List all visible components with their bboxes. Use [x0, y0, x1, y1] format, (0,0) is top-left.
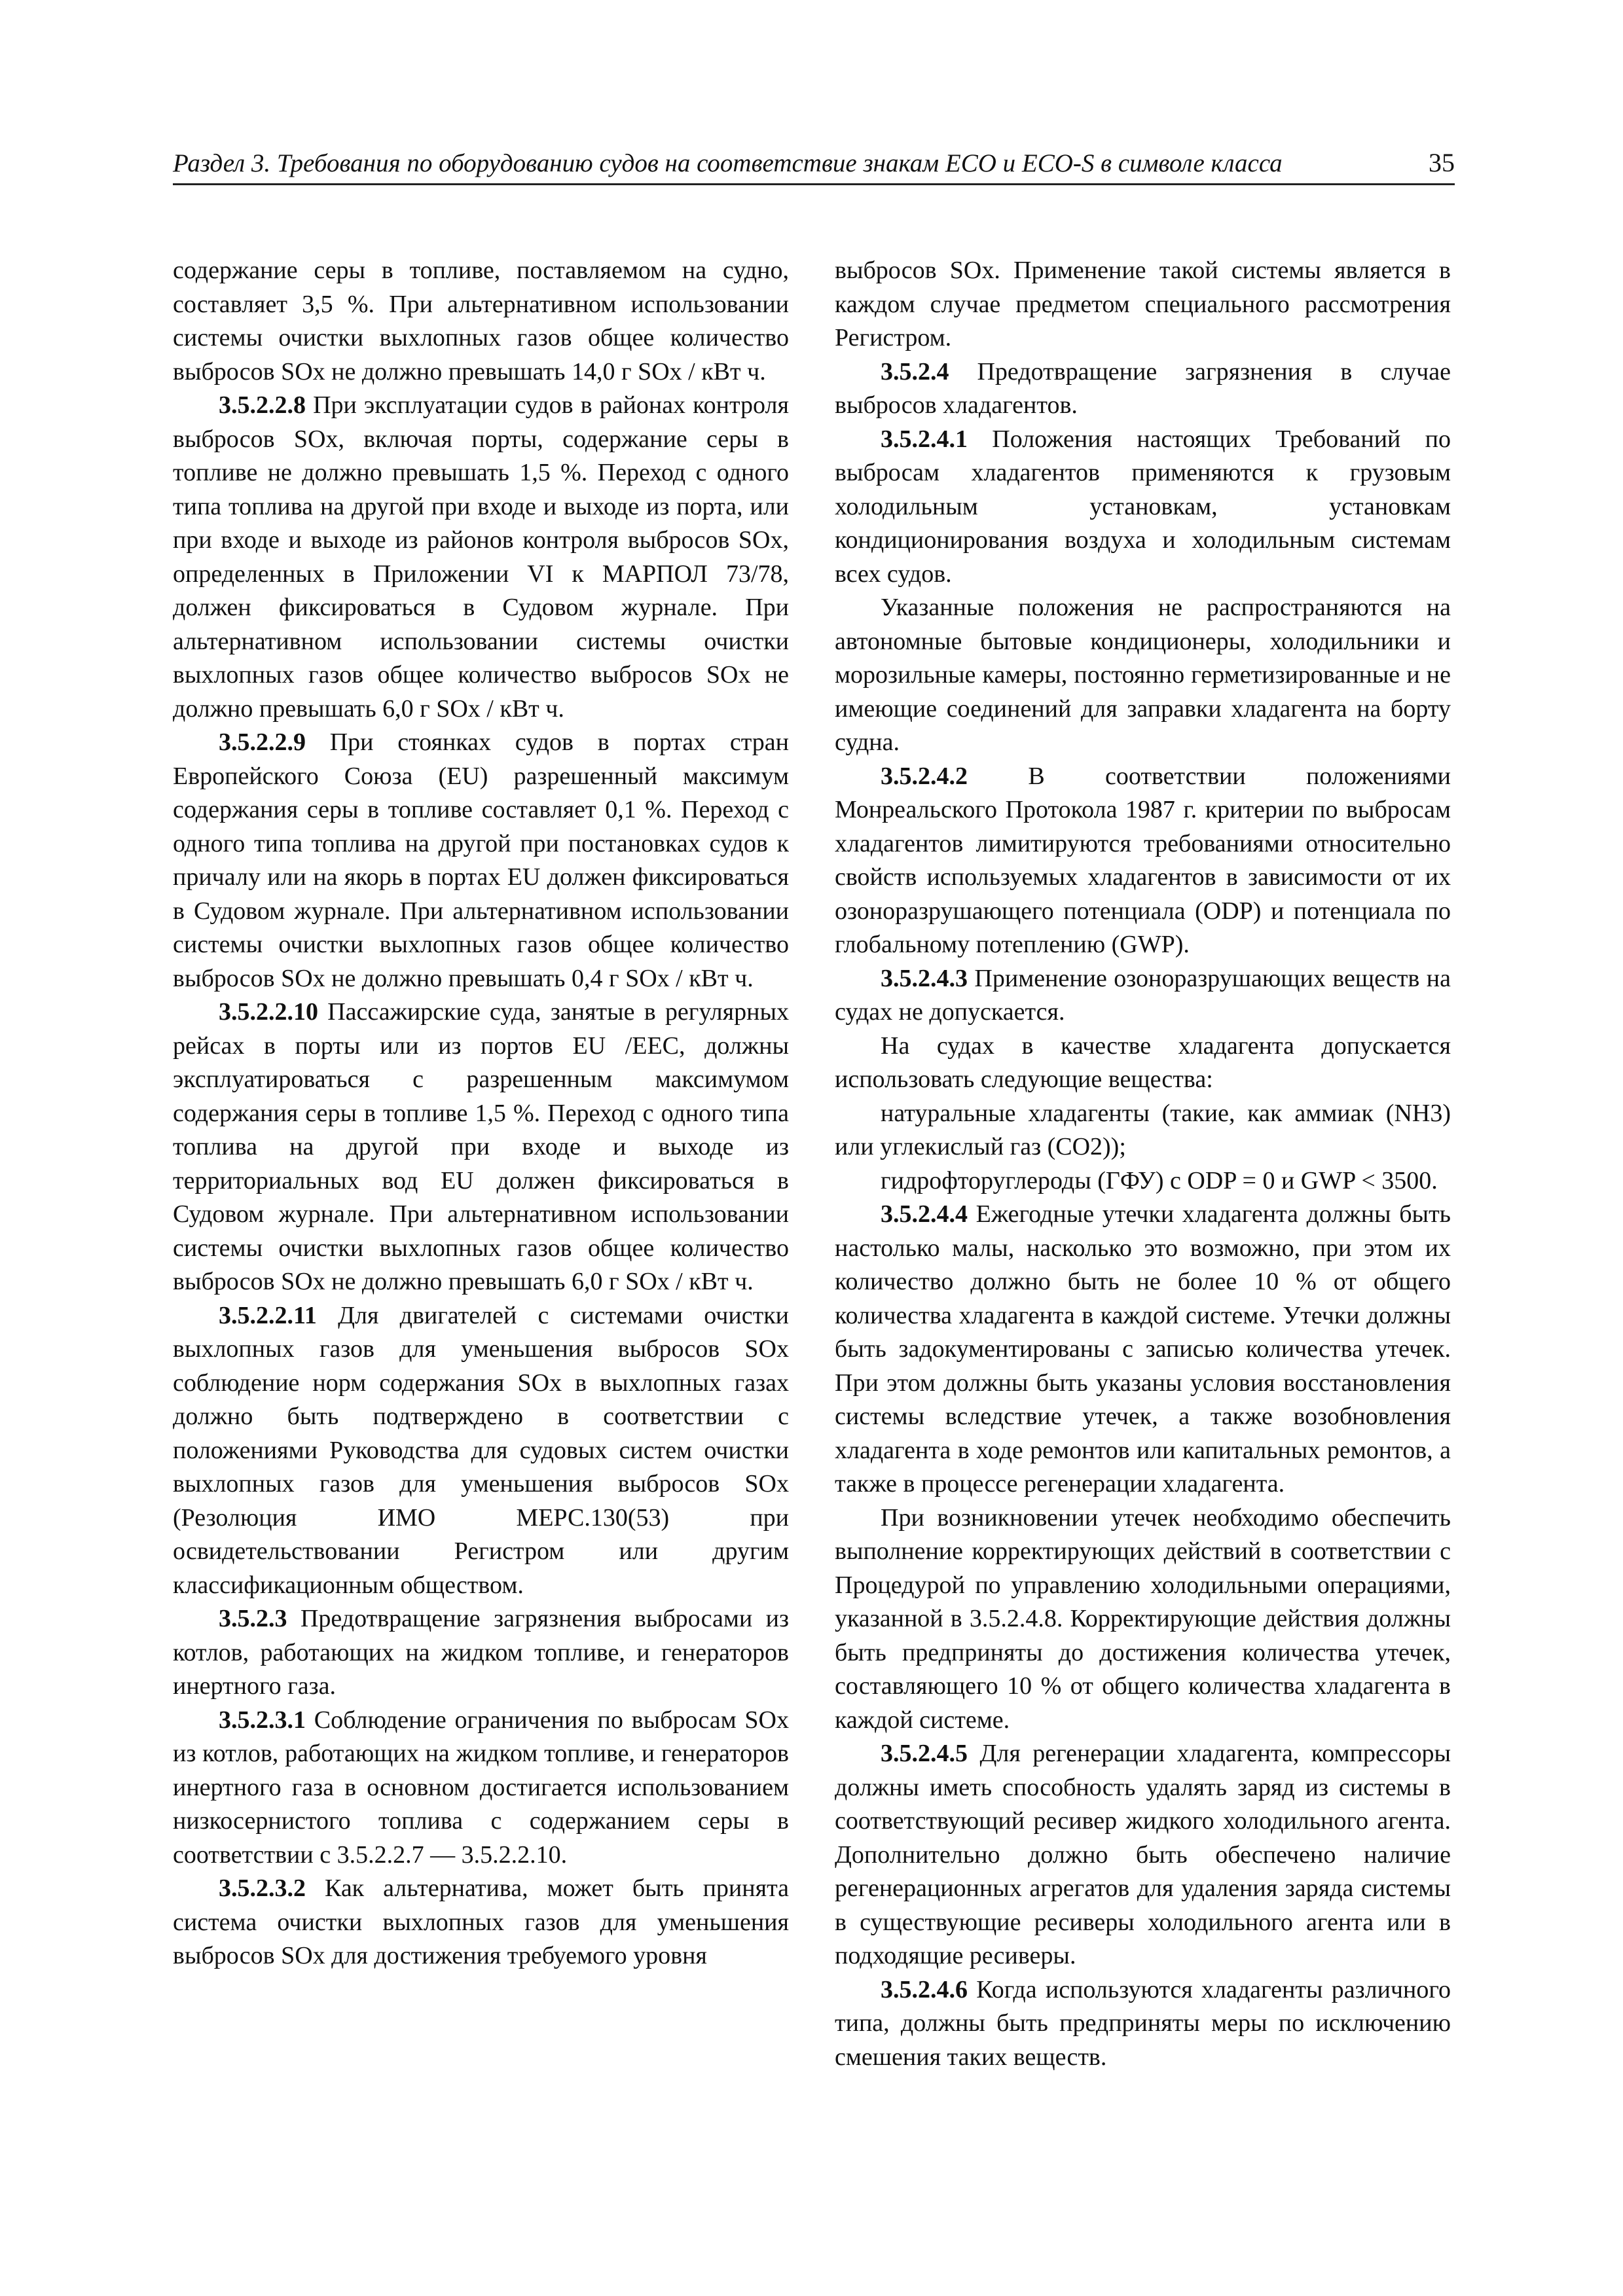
right-text-column — [835, 254, 1451, 2074]
paragraph — [173, 1602, 789, 1704]
paragraph-text: выбросов SOx. Применение такой системы является в каждом случае предметом специального рассмотрения Регистром. — [835, 257, 1451, 351]
paragraph — [835, 355, 1451, 423]
paragraph — [835, 1164, 1451, 1198]
paragraph — [835, 1097, 1451, 1164]
paragraph — [173, 389, 789, 726]
paragraph-text: Ежегодные утечки хладагента должны быть настолько малы, насколько это возможно, при этом их количество должно быть не более 10 % от общего количества хладагента в каждой системе. Утечки должны быть задокументированы с записью количества утечек. При этом должны быть указаны условия восстановления системы вследствие утечек, а также возобновления хладагента в ходе ремонтов или капитальных ремонтов, а также в процессе регенерации хладагента. — [835, 1200, 1451, 1498]
paragraph-text: Указанные положения не распространяются на автономные бытовые кондиционеры, холодильники и морозильные камеры, постоянно герметизированные и не имеющие соединений для заправки хладагента на борту судна. — [835, 594, 1451, 756]
paragraph-text: Предотвращение загрязнения выбросами из котлов, работающих на жидком топливе, и генераторов инертного газа. — [173, 1605, 789, 1700]
paragraph-text: Когда используются хладагенты различного типа, должны быть предприняты меры по исключению смешения таких веществ. — [835, 1975, 1451, 2071]
clause-number: 3.5.2.4.5 — [881, 1740, 968, 1767]
clause-number: 3.5.2.3.1 — [219, 1706, 306, 1734]
clause-number: 3.5.2.2.10 — [219, 998, 318, 1026]
paragraph — [173, 1704, 789, 1873]
clause-number: 3.5.2.3.2 — [219, 1874, 306, 1902]
paragraph — [173, 254, 789, 389]
clause-number: 3.5.2.4.4 — [881, 1200, 968, 1228]
paragraph-text: Для двигателей с системами очистки выхлопных газов для уменьшения выбросов SOx соблюдение норм содержания SOx в выхлопных газах должно быть подтверждено в соответствии с положениями Руководства для судовых систем очистки выхлопных газов для уменьшения выбросов SOx (Резолюция ИМО МЕРС.130(53) при освидетельствовании Регистром или другим классификационным обществом. — [173, 1301, 789, 1599]
paragraph — [835, 254, 1451, 355]
paragraph-text: В соответствии положениями Монреальского Протокола 1987 г. критерии по выбросам хладагентов лимитируются требованиями относительно свойств используемых хладагентов в зависимости от их озоноразрушающего потенциала (ODP) и потенциала по глобальному потеплению (GWP). — [835, 762, 1451, 958]
page-header — [173, 143, 1455, 185]
clause-number: 3.5.2.4.2 — [881, 762, 968, 790]
paragraph — [173, 726, 789, 996]
page-number: 35 — [1429, 148, 1455, 177]
paragraph-text: содержание серы в топливе, поставляемом на судно, составляет 3,5 %. При альтернативном использовании системы очистки выхлопных газов общее количество выбросов SOx не должно превышать 14,0 г SOx / кВт ч. — [173, 257, 789, 386]
paragraph-text: При эксплуатации судов в районах контроля выбросов SOx, включая порты, содержание серы в топливе не должно превышать 1,5 %. Переход с одного типа топлива на другой при входе и выходе из порта, или при входе и выходе из районов контроля выбросов SOx, определенных в Приложении VI к МАРПОЛ 73/78, должен фиксироваться в Судовом журнале. При альтернативном использовании системы очистки выхлопных газов общее количество выбросов SOx не должно превышать 6,0 г SOx / кВт ч. — [173, 391, 789, 723]
paragraph-text: Предотвращение загрязнения в случае выбросов хладагентов. — [835, 357, 1451, 419]
paragraph — [173, 1872, 789, 1973]
paragraph — [835, 423, 1451, 592]
paragraph — [173, 996, 789, 1299]
paragraph — [835, 591, 1451, 760]
paragraph-text: При возникновении утечек необходимо обеспечить выполнение корректирующих действий в соответствии с Процедурой по управлению холодильными операциями, указанной в 3.5.2.4.8. Корректирующие действия должны быть предприняты до достижения количества утечек, составляющего 10 % от общего количества хладагента в каждой системе. — [835, 1503, 1451, 1734]
paragraph-text: На судах в качестве хладагента допускается использовать следующие вещества: — [835, 1031, 1451, 1093]
paragraph-text: гидрофторуглероды (ГФУ) с ODP = 0 и GWP < 3500. — [881, 1166, 1438, 1194]
paragraph — [173, 1299, 789, 1603]
clause-number: 3.5.2.2.9 — [219, 728, 306, 756]
clause-number: 3.5.2.2.11 — [219, 1301, 317, 1329]
clause-number: 3.5.2.4.6 — [881, 1975, 968, 2003]
clause-number: 3.5.2.3 — [219, 1605, 287, 1632]
clause-number: 3.5.2.4.3 — [881, 964, 968, 992]
paragraph — [835, 1737, 1451, 1973]
paragraph — [835, 1501, 1451, 1738]
clause-number: 3.5.2.4.1 — [881, 425, 968, 453]
paragraph-text: При стоянках судов в портах стран Европейского Союза (EU) разрешенный максимум содержания серы в топливе составляет 0,1 %. Переход с одного типа топлива на другой при постановках судов к причалу или на якорь в портах EU должен фиксироваться в Судовом журнале. При альтернативном использовании системы очистки выхлопных газов общее количество выбросов SOx не должно превышать 0,4 г SOx / кВт ч. — [173, 728, 789, 992]
paragraph-text: Для регенерации хладагента, компрессоры должны иметь способность удалять заряд из системы в соответствующий ресивер жидкого холодильного агента. Дополнительно должно быть обеспечено наличие регенерационных агрегатов для удаления заряда системы в существующие ресиверы холодильного агента или в подходящие ресиверы. — [835, 1740, 1451, 1969]
paragraph-text: натуральные хладагенты (такие, как аммиак (NH3) или углекислый газ (CO2)); — [835, 1099, 1451, 1160]
clause-number: 3.5.2.4 — [881, 357, 949, 386]
clause-number: 3.5.2.2.8 — [219, 391, 306, 419]
section-title: Раздел 3. Требования по оборудованию судов на соответствие знакам ECO и ECO-S в символе класса — [173, 149, 1283, 177]
paragraph-text: Положения настоящих Требований по выбросам хладагентов применяются к грузовым холодильным установкам, установкам кондиционирования воздуха и холодильным системам всех судов. — [835, 425, 1451, 588]
paragraph — [835, 1973, 1451, 2075]
left-text-column — [173, 254, 789, 1973]
paragraph-text: Как альтернатива, может быть принята система очистки выхлопных газов для уменьшения выбросов SOx для достижения требуемого уровня — [173, 1874, 790, 1969]
paragraph-text: Применение озоноразрушающих веществ на судах не допускается. — [835, 964, 1451, 1026]
paragraph — [835, 962, 1451, 1030]
paragraph-text: Пассажирские суда, занятые в регулярных рейсах в порты или из портов EU /EEC, должны эксплуатироваться с разрешенным максимумом содержания серы в топливе 1,5 %. Переход с одного типа топлива на другой при входе и выходе из территориальных вод EU должен фиксироваться в Судовом журнале. При альтернативном использовании системы очистки выхлопных газов общее количество выбросов SOx не должно превышать 6,0 г SOx / кВт ч. — [173, 998, 789, 1295]
paragraph — [835, 1030, 1451, 1097]
paragraph-text: Соблюдение ограничения по выбросам SOx из котлов, работающих на жидком топливе, и генераторов инертного газа в основном достигается использованием низкосернистого топлива с содержанием серы в соответствии с 3.5.2.2.7 — 3.5.2.2.10. — [173, 1706, 790, 1869]
paragraph — [835, 760, 1451, 962]
paragraph — [835, 1198, 1451, 1501]
